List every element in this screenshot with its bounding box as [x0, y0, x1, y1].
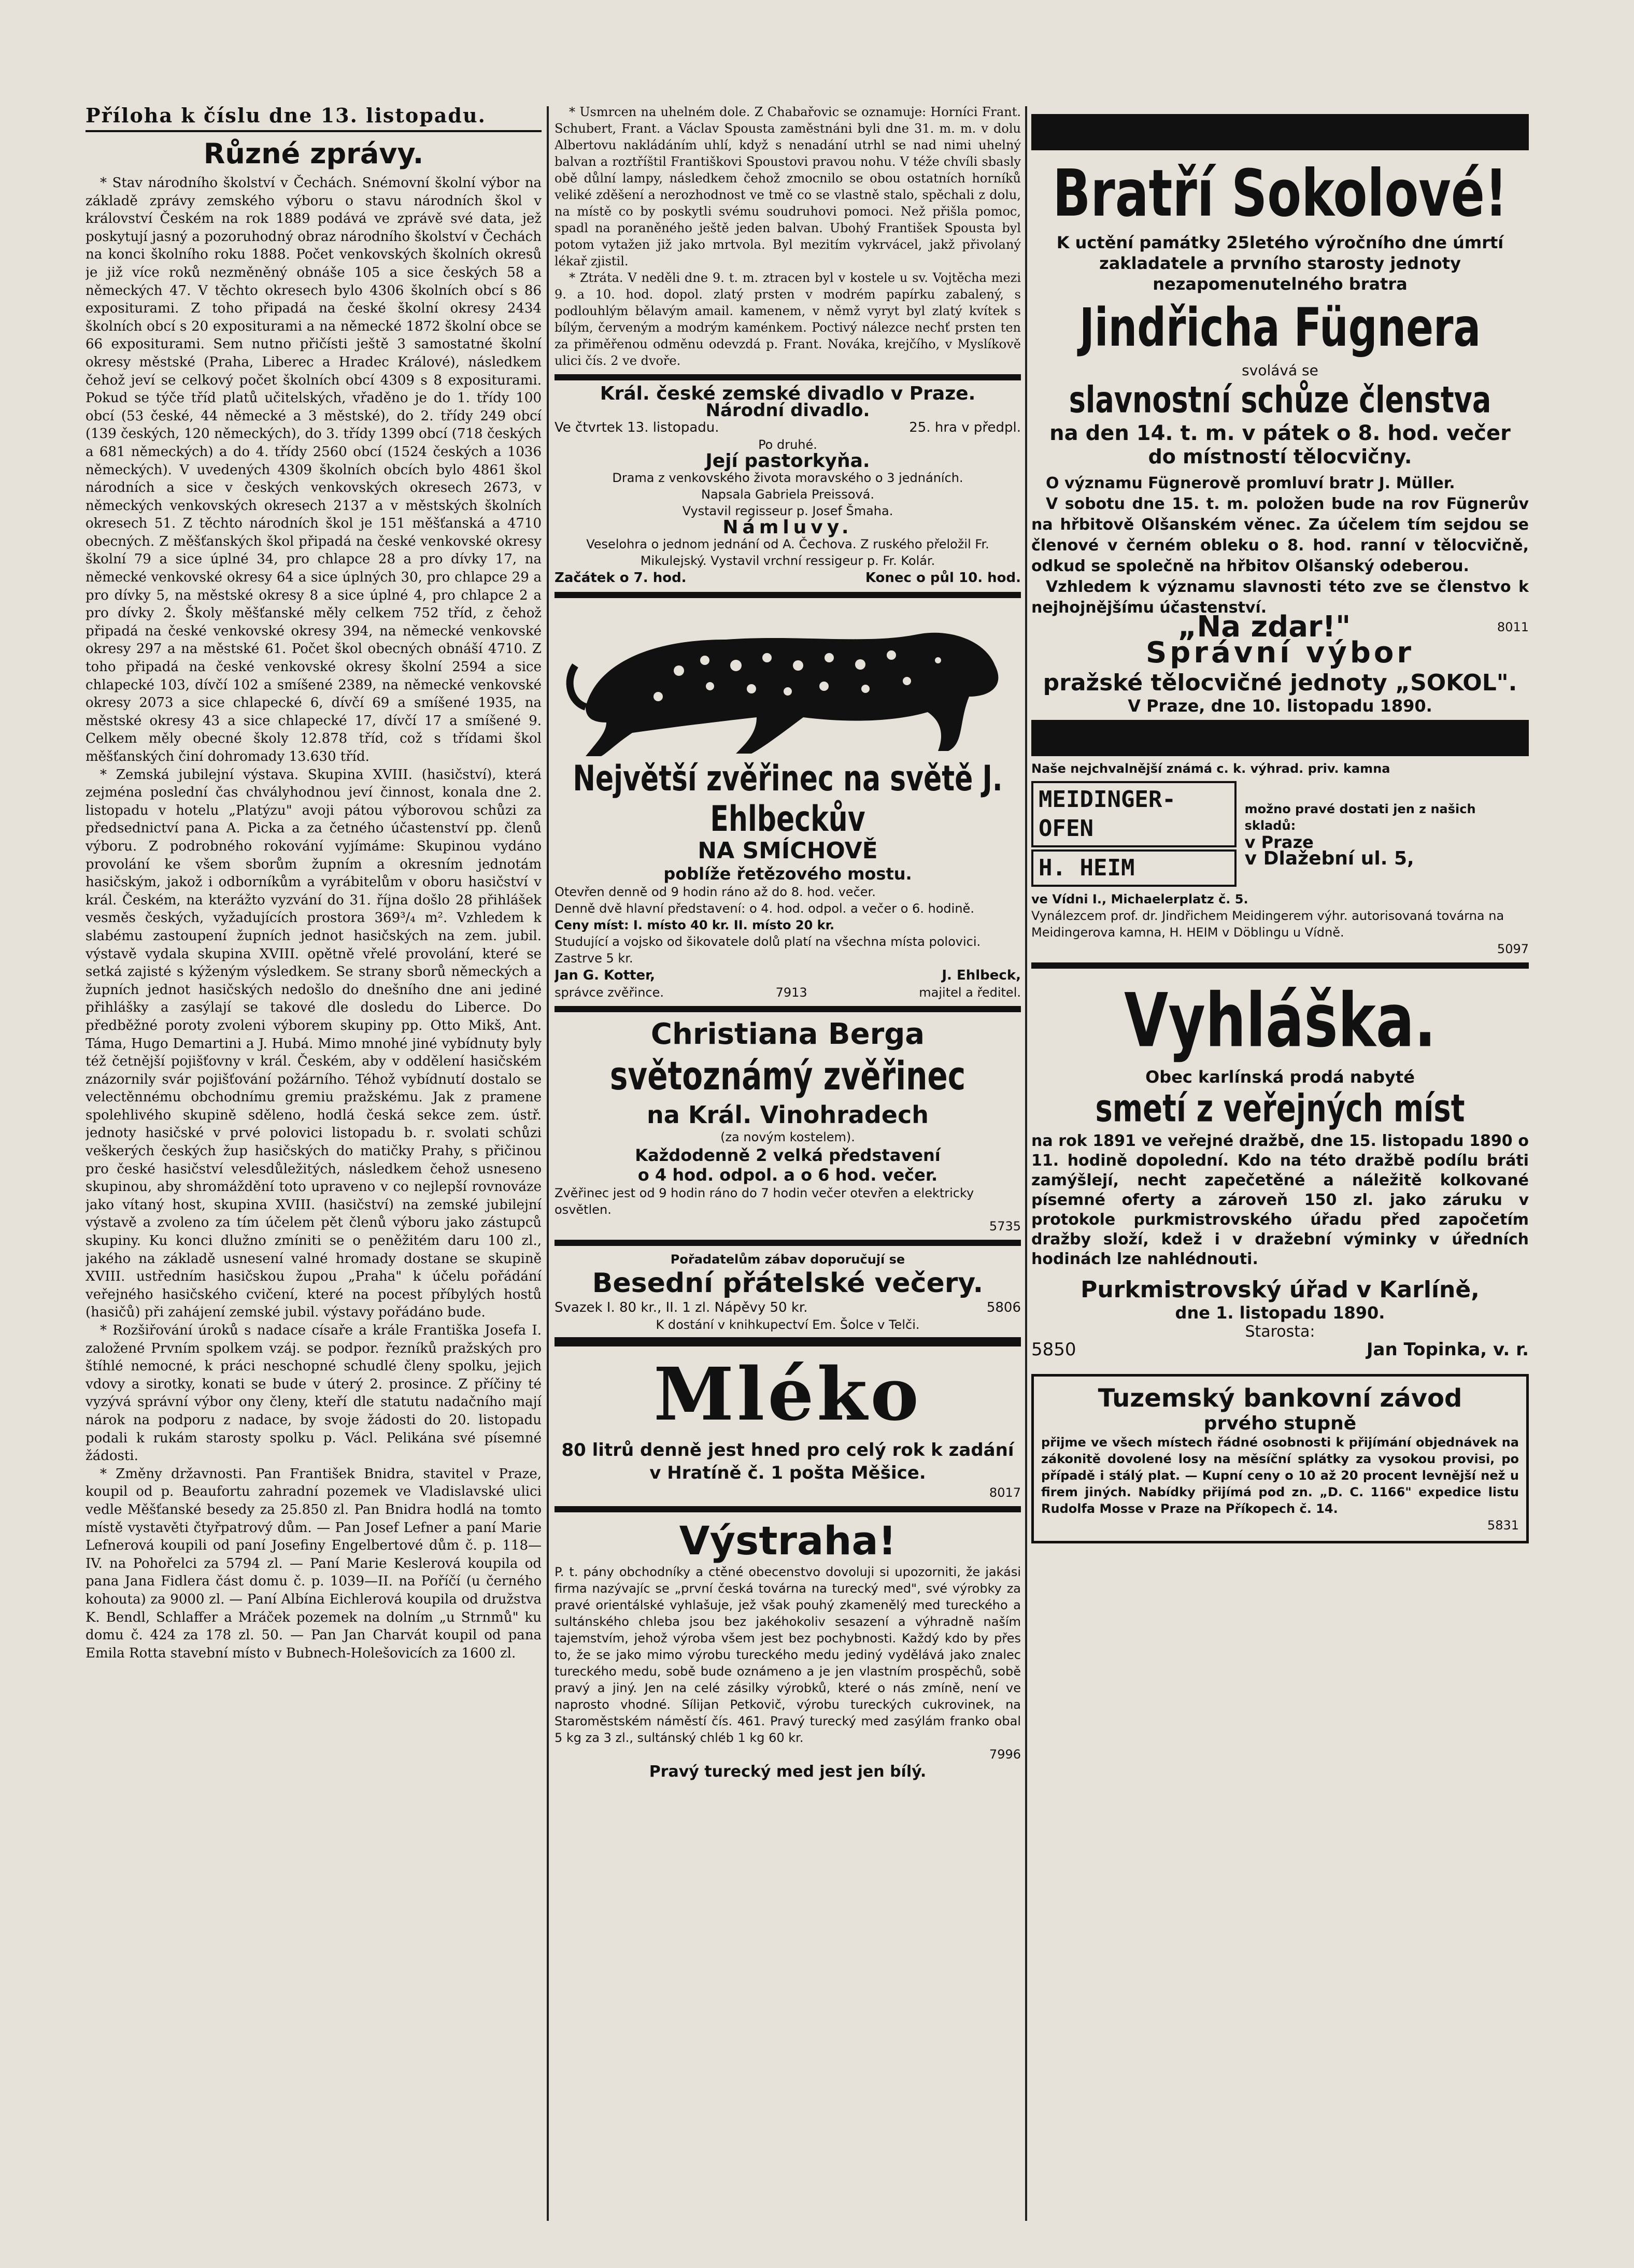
article: * Rozšiřování úroků s nadace císaře a krále Františka Josefa I. založené Prvním spolkem vzáj. se podpor. řezníků pražských pro štíhlé nemocné, k práci neschopné schudlé členy spolku, jejich vdovy a sirotky, konati se bude v úterý 2. prosince. Z příčiny té vyzývá správní výbor ony členy, kteří dle statutu nadačního mají nárok na podporu z nadace, by svoje žádosti do 20. listopadu podali k rukám starosty spolku p. Václ. Pelikána své písemné žádosti. [86, 1323, 542, 1464]
besedni-ad [555, 1251, 1021, 1333]
sokol-date: V Praze, dne 10. listopadu 1890. [1128, 696, 1432, 716]
berga-line4: Každodenně 2 velká představení [635, 1145, 941, 1165]
vyhlaska-text: na rok 1891 ve veřejné dražbě, dne 15. listopadu 1890 o 11. hodině dopolední. Kdo na této dražbě podílu bráti zamýšlejí, necht zapečetěné a náležitě kolkované písemné oferty a zároveň 150 zl. jako záruku v protokole purkmistrovského úřadu před započetím dražby složí, kdež i v dražební výminky v úředních hodinách lze nahlédnouti. [1031, 1132, 1529, 1268]
vyhlaska-name: Jan Topinka, v. r. [1366, 1339, 1529, 1360]
ad-number: 5806 [986, 1300, 1021, 1315]
meidinger-text: Vynálezcem prof. dr. Jindřichem Meidingerem výhr. autorisovaná továrna na Meidingerova kamna, H. HEIM v Döblingu u Vídně. [1031, 909, 1504, 940]
besedni-prices: Svazek I. 80 kr., II. 1 zl. Nápěvy 50 kr. [555, 1300, 808, 1315]
end-time: Konec o půl 10. hod. [865, 570, 1021, 586]
divider [555, 1337, 1021, 1346]
zoo-open: Otevřen denně od 9 hodin ráno až do 8. hod. večer. [555, 885, 876, 899]
ad-number: 5097 [1497, 942, 1529, 956]
meidinger-street: v Dlažební ul. 5, [1244, 848, 1414, 869]
play-title: Její pastorkyňa. [705, 450, 870, 472]
article: * Zemská jubilejní výstava. Skupina XVIII. (hasičství), která zejména poslední čas chvályhodnou jeví činnost, konala dne 2. listopadu v hotelu „Platýzu" avoji pátou výborovou schůzi za předsednictví pana A. Picka a za četného účastenství pp. členů výboru. Z podrobného rokování vyjímáme: Skupinou vydáno provolání ke všem sborům župním a okresním jednotám hasičským, jakož i odborníkům a vyrábitelům v oboru hasičství v král. Českém, na kterážto vyzvání do 31. října došlo 28 přihlášek vesměs českých, vyžadujících prostora 369³/₄ m². Vzhledem k slabému zastoupení župních jednot hasičských na zem. jubil. výstavě vydala skupina XVIII. opětně vřelé provolání, které se setká zajisté s kýženým výsledkem. Se strany sborů německých a župních jednot hasičských nedošlo do dnešního dne ani jediné přihlášky a zasýlají se takové dle dosledu do Liberce. Do předběžné poroty zvoleni výborem skupiny pp. Otto Mikš, Ant. Táma, Hugo Demartini a J. Hubá. Mimo mnohé jiné vybídnuty byly též četnější pojišťovny v král. Českém, aby v oddělení hasičském znázornily svár pojišťování požárního. Téhož vybídnutí dostalo se velectěnnému obchodnímu gremiu pražskému. Jak z pramene spolehlivého skupině sděleno, hodlá česká sekce zem. ústř. jednoty hasičské v prvé polovici listopadu b. r. svolati schůzi veškerých českých žup hasičských do matičky Prahy, s přičinou pro české hasičství velesdůležitých, následkem čehož usneseno skupinou, aby shromáždění toto upraveno v co nejlepší rovnováze jako vítaný host, skupina XVIII. (hasičství) na zemské jubilejní výstavě a zvoleno za tím účelem pět členů výboru jako zástupců skupiny. Ku konci dlužno zmíniti se o peněžitém daru 100 zl., jakého na základě usnesení valné hromady dostane se skupině XVIII. ustředním hasičskou župou „Praha" k účelu pořádání veřejného hasičského cvičení, které na pocest příbylých hostů (hasičů) při zahájení zemské jubil. výstavy pořádáno bude. [86, 767, 542, 1321]
zoo-manager-role: správce zvěřince. [555, 985, 664, 1000]
divider [555, 1240, 1021, 1246]
berga-line5: o 4 hod. odpol. a o 6 hod. večer. [637, 1165, 938, 1185]
play2-title: Námluvy. [722, 517, 853, 538]
vyhlaska-line1: Obec karlínská prodá nabyté [1145, 1067, 1415, 1087]
divider [555, 1006, 1021, 1012]
article: * Stav národního školství v Čechách. Snémovní školní výbor na základě zprávy zemského výboru o stavu národních škol v království Českém na rok 1889 podává ve zprávě své data, jež poskytují jasný a pozoruhodný obraz národního školství v Čechách na konci školního roku 1888. Počet venkovských školních okresů je již více roků nezměněný obnáše 105 a sice českých 58 a německých 47. V těchto okresech bylo 4306 školních obcí s 86 expositurami. Z toho připadá na české školní okresy 2434 školních obcí s 20 expositurami a na německé 1872 školní obce se 66 expositurami. Sem nutno přičísti ještě 3 samostatné školní okresy městské (Praha, Liberec a Hradec Králové), následkem čehož jeví se celkový počet školních obcí 4309 s 8 expositurami. Pokud se týče tříd platů učitelských, vřaděno je do 1. třídy 100 obcí (53 české, 44 německé a 3 městské), do 2. třídy 249 obcí (139 českých, 120 německých), do 3. třídy 1399 obcí (718 českých a 681 německých) a do 4. třídy 2560 obcí (1524 českých a 1036 německých). V uvedených 4309 školních obcích bylo 4861 škol národních a sice v českých venkovských okresech 2673, v německých venkovských okresech 2137 a v městských školních okresech 51. Z těchto národních škol je 151 měšťanská a 4710 obecných. Z měšťanských škol připadá na české venkovské okresy školní 79 a sice úplné 34, pro chlapce 28 a pro dívky 17, na německé venkovské okresy 64 a sice úplných 30, pro chlapce 29 a pro dívky 5, na městské okresy 8 a sice úplné 4, pro chlapce 2 a pro dívky 2. Školy měšťanské měly celkem 752 tříd, z čehož připadá na české venkovské okresy 394, na německé venkovské okresy 297 a na městské 61. Počet škol obecných obnáší 4710. Z toho připadá na české venkovské okresy školní 2594 a sice chlapecké 103, dívčí 102 a smíšené 2389, na německé venkovské okresy 2073 a sice chlapecké 6, dívčí 69 a smíšené 1935, na městské okresy 43 a sice chlapecké 17, dívčí 17 a smíšené 9. Celkem měly obecné školy 12.878 tříd, což s třídami škol měšťanských činí dohromady 13.630 tříd. [86, 175, 542, 764]
meidinger-top: Naše nejchvalnější známá c. k. výhrad. priv. kamna [1031, 761, 1390, 776]
sokol-nazdar: „Na zdar!" [1177, 610, 1351, 644]
play-director: Vystavil regisseur p. Josef Šmaha. [682, 504, 893, 518]
meidinger-right: možno pravé dostati jen z našich skladů: [1244, 802, 1476, 833]
theatre-ad [555, 383, 1021, 587]
sokol-name: Jindřicha Fügnera [1079, 297, 1481, 359]
vyhlaska-title: Vyhláška. [1124, 977, 1436, 1064]
ad-number: 7996 [989, 1747, 1021, 1762]
vyhlaska-role: Starosta: [1245, 1323, 1315, 1341]
divider [555, 592, 1021, 598]
start-time: Začátek o 7. hod. [555, 570, 687, 586]
vystraha-footer: Pravý turecký med jest jen bílý. [649, 1763, 927, 1781]
sokol-text1: O významu Fügnerově promluví bratr J. Müller. [1046, 474, 1455, 492]
vystraha-ad [555, 1518, 1021, 1781]
meidinger-addr2: ve Vídni I., Michaelerplatz č. 5. [1031, 892, 1248, 906]
berga-line6: Zvěřinec jest od 9 hodin ráno do 7 hodin večer otevřen a elektricky osvětlen. [555, 1186, 974, 1217]
berga-line2: na Král. Vinohradech [647, 1101, 929, 1129]
zoo-students: Studující a vojsko od šikovatele dolů platí na všechna místa polovici. Zastrve 5 kr. [555, 934, 981, 966]
vystraha-text: P. t. pány obchodníky a ctěné obecenstvo dovoluji si upozorniti, že jakási firma nazývajíc se „první česká továrna na turecký med", své výrobky za pravé orientálské vyhlašuje, jež však pouhý zkamenělý med tureckého a sultánského chleba jsou bez jakéhokoliv sesazení a výhradně naším tajemstvím, jehož výroba všem jest bez pochybnosti. Každý kdo by přes to, že se jako mimo výrobu tureckého medu jediný vydělává jako znalec tureckého medu, sobě bude oznámeno a je jen vlastním prospěchů, sobě pravý a jiný. Jen na celé zásilky výrobků, které o nás zmíně, není ve naprosto vhodné. Sílijan Petkovič, výrobu tureckých cukrovinek, na Staroměstském náměstí čís. 461. Pravý turecký med zasýlám franko obal 5 kg za 3 zl., sultánský chléb 1 kg 60 kr. [555, 1565, 1021, 1745]
zoo-shows: Denně dvě hlavní představení: o 4. hod. odpol. a večer o 6. hodině. [555, 901, 974, 916]
sokol-title: Bratří Sokolové! [1053, 155, 1508, 231]
theatre-date: Ve čtvrtek 13. listopadu. [555, 420, 719, 435]
sokol-text3: Vzhledem k významu slavnosti této zve se členstvo k nejhojnějšímu účastenství. [1031, 578, 1529, 617]
article: * Změny državnosti. Pan František Bnidra, stavitel v Praze, koupil od p. Beaufortu zahradní pozemek ve Vladislavské ulici vedle Měšťanské besedy za 25.850 zl. Pan Bnidra hodlá na tomto místě vystavěti čtyřpatrový dům. — Pan Josef Lefner a paní Marie Lefnerová koupili od paní Josefiny Engelbertové dům č. p. 118—IV. na Pohořelci za 5794 zl. — Paní Marie Keslerová koupila od pana Jana Fidlera část domu č. p. 1039—II. na Poříčí (u černého kohouta) za 9000 zl. — Paní Albína Eichlerová koupila od družstva K. Bendl, Schlaffer a Mráček pozemek na dolním „u Strnmů" ku domu č. 424 za 178 zl. 50. — Pan Jan Charvát koupil od pana Emila Rotta stavební místo v Bubnech-Holešovicích za 1600 zl. [86, 1466, 542, 1661]
article: * Ztráta. V neděli dne 9. t. m. ztracen byl v kostele u sv. Vojtěcha mezi 9. a 10. hod. dopol. zlatý prsten v modrém papírku zabalený, s podlouhlým bělavým amail. kamenem, v němž vyryt byl zlatý kvítek s bílým, červeným a modrým kaménkem. Poctivý nálezce nechť prsten ten za přiměřenou odměnu odevzdá p. Frant. Nováka, krejčího, v Myslíkově ulici čís. 2 ve dvoře. [555, 271, 1021, 368]
besedni-title: Besední přátelské večery. [592, 1268, 984, 1299]
play-desc: Drama z venkovského života moravského o 3 jednáních. [612, 471, 963, 485]
bank-sub: prvého stupně [1203, 1413, 1357, 1434]
mleko-text: 80 litrů denně jest hned pro celý rok k zadání v Hratíně č. 1 pošta Měšice. [561, 1440, 1014, 1483]
berga-ad [555, 1017, 1021, 1235]
vyhlaska-ad [1031, 974, 1529, 1358]
berga-line3: (za novým kostelem). [720, 1130, 855, 1144]
bank-text: přijme ve všech místech řádné osobnosti k přijímání objednávek na zákonitě dovolené losy na měsíční splátky za vysokou provisi, po případě i stálý plat. — Kupní ceny o 10 až 20 procent levnější než u firem jiných. Nabídky přijímá pod zn. „D. C. 1166" expedice listu Rudolfa Mosse v Praze na Příkopech č. 14. [1041, 1435, 1519, 1516]
vyhlaska-line2: smetí z veřejných míst [1095, 1087, 1465, 1131]
ad-number: 5735 [989, 1219, 1021, 1234]
sokol-intro: K uctění památky 25letého výročního dne úmrtí zakladatele a prvního starosty jednoty nezapomenutelného bratra [1056, 233, 1504, 294]
zoo-ad [555, 759, 1021, 1001]
jaguar-illustration [555, 603, 1021, 764]
zoo-owner: J. Ehlbeck, [942, 968, 1021, 983]
divider [555, 374, 1021, 380]
theatre-druhe: Po druhé. [758, 437, 817, 452]
news-body [555, 104, 1021, 369]
sokol-where: do místností tělocvičny. [1148, 445, 1412, 468]
berga-title: Christiana Berga [650, 1017, 925, 1051]
supplement-header: Příloha k číslu dne 13. listopadu. [86, 104, 542, 132]
mleko-ad [555, 1351, 1021, 1501]
besedni-top: Pořadatelům zábav doporučují se [670, 1252, 905, 1267]
ad-number: 8017 [989, 1485, 1021, 1500]
meidinger-logo: MEIDINGER-OFEN [1031, 781, 1237, 847]
divider [555, 1506, 1021, 1512]
sokol-jednota: pražské tělocvičné jednoty „SOKOL". [1043, 670, 1517, 696]
zoo-place: NA SMÍCHOVĚ [698, 838, 878, 864]
sokol-text2: V sobotu dne 15. t. m. položen bude na rov Fügnerův na hřbitově Olšanském věnec. Za účelem tím sejdou se členové v černém obleku o 8. hod. ranní v tělocvičně, odkud se společně na hřbitov Olšanský odeberou. [1031, 495, 1529, 575]
ad-number: 5850 [1031, 1339, 1076, 1360]
sokol-text [1031, 473, 1529, 618]
sokol-when: na den 14. t. m. v pátek o 8. hod. večer [1049, 421, 1511, 445]
sokol-meeting: slavnostní schůze členstva [1069, 378, 1491, 421]
heim-logo: H. HEIM [1031, 849, 1237, 887]
column-ads [1031, 104, 1529, 2244]
ad-number: 7913 [775, 985, 807, 1000]
column-rule [547, 106, 549, 2221]
vyhlaska-date: dne 1. listopadu 1890. [1175, 1303, 1385, 1323]
berga-line1: světoznámý zvěřinec [609, 1053, 966, 1099]
bank-ad [1031, 1374, 1529, 1543]
zoo-title: Největší zvěřinec na světě J. Ehlbeckův [573, 759, 1003, 840]
ad-number: 8011 [1497, 620, 1529, 634]
meidinger-city: v Praze [1244, 832, 1314, 852]
zoo-manager: Jan G. Kotter, [555, 968, 655, 983]
vyhlaska-office: Purkmistrovský úřad v Karlíně, [1081, 1277, 1480, 1303]
news-body [86, 174, 542, 1662]
section-title: Různé zprávy. [203, 137, 424, 170]
theatre-subtitle: Národní divadlo. [705, 400, 870, 421]
theatre-hra: 25. hra v předpl. [909, 420, 1021, 435]
sokol-svola: svolává se [1242, 362, 1318, 379]
ad-number: 5831 [1487, 1518, 1519, 1533]
zoo-owner-role: majitel a ředitel. [919, 985, 1021, 1000]
divider [1031, 720, 1529, 756]
column-news [86, 104, 542, 2244]
bank-title: Tuzemský bankovní závod [1098, 1384, 1462, 1413]
article: * Usmrcen na uhelném dole. Z Chabařovic se oznamuje: Horníci Frant. Schubert, Frant. a Václav Spousta zaměstnáni byli dne 31. m. m. v dolu Albertovu nakládáním uhlí, když s nenadání utrhl se nad nimi uhelný balvan a roztříštil Františkovi Spoustovi pravou nohu. V téže chvíli sbasly obě důlní lampy, následkem čehož zmocnilo se obou ostatních horníků veliké zděšení a nerozhodnost ve tmě co se vlastně stalo, spěchali z dolu, na místě co by poskytli svému soudruhovi pomoci. Než přišla pomoc, spadl na poraněného ještě jeden balvan. Ubohý František Spousta byl potom vytažen již jako mrtvola. Byl mezitím vykrvácel, jakž přivolaný lékař zjistil. [555, 105, 1021, 268]
column-middle [555, 104, 1021, 2244]
play-author: Napsala Gabriela Preissová. [701, 487, 874, 502]
vystraha-title: Výstraha! [679, 1518, 897, 1564]
besedni-shop: K dostání v knihkupectví Em. Šolce v Telči. [656, 1317, 920, 1332]
sokol-ad [1031, 154, 1529, 716]
play2-desc: Veselohra o jednom jednání od A. Čechova. Z ruského přeložil Fr. Mikulejský. Vystavil vrchní ressigeur p. Fr. Kolár. [586, 537, 989, 568]
zoo-prices: Ceny míst: I. místo 40 kr. II. místo 20 kr. [555, 918, 835, 932]
zoo-near: poblíže řetězového mostu. [663, 864, 912, 884]
theatre-title: Král. české zemské divadlo v Praze. [600, 383, 976, 404]
sokol-vybor: Správní výbor [1145, 636, 1415, 670]
column-rule [1025, 106, 1027, 2221]
mleko-title: Mléko [653, 1352, 922, 1437]
meidinger-ad [1031, 760, 1529, 957]
